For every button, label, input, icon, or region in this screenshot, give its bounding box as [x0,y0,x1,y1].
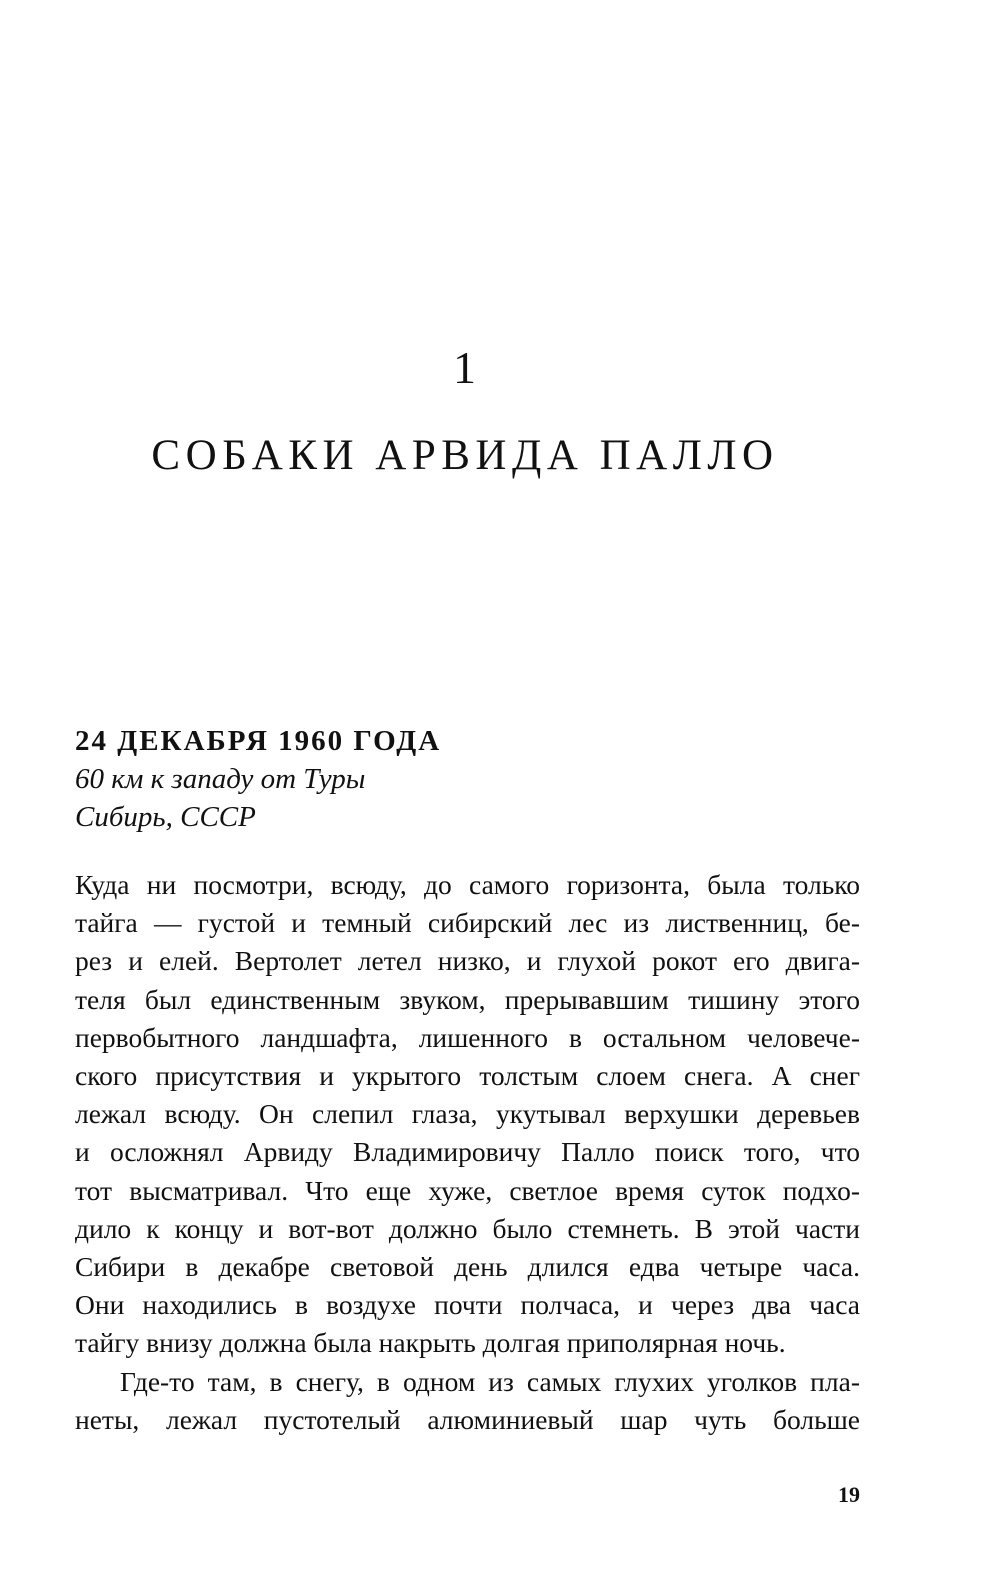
body-text [75,866,860,1439]
text-line: теля был единственным звуком, прерывавшим тишину этого [75,983,860,1015]
text-line: тайга — густой и темный сибирский лес из лиственниц, бе- [75,907,860,939]
page-number: 19 [838,1482,860,1507]
text-line: тайгу внизу должна была накрыть долгая приполярная ночь. [75,1327,786,1359]
chapter-title: СОБАКИ АРВИДА ПАЛЛО [151,432,779,479]
paragraph-2 [75,1363,860,1439]
text-line: дило к концу и вот-вот должно было стемнеть. В этой части [75,1212,860,1244]
text-line: Они находились в воздухе почти полчаса, и через два часа [75,1289,860,1321]
text-line: неты, лежал пустотелый алюминиевый шар чуть больше [75,1403,860,1435]
text-line: первобытного ландшафта, лишенного в остальном человече- [75,1021,860,1053]
paragraph-1 [75,866,860,1363]
text-line: тот высматривал. Что еще хуже, светлое время суток подхо- [75,1174,860,1206]
dateline-place-line-1: 60 км к западу от Туры [75,763,366,795]
text-line: и осложнял Арвиду Владимировичу Палло поиск того, что [75,1136,860,1168]
dateline-date: 24 ДЕКАБРЯ 1960 ГОДА [75,725,442,757]
chapter-number: 1 [453,342,477,393]
text-line: Куда ни посмотри, всюду, до самого горизонта, была только [75,869,860,900]
text-line: Где-то там, в снегу, в одном из самых глухих уголков пла- [120,1365,860,1397]
text-line: лежал всюду. Он слепил глаза, укутывал верхушки деревьев [75,1098,860,1130]
dateline [75,722,875,836]
dateline-place-line-2: Сибирь, СССР [75,801,256,833]
text-line: Сибири в декабре световой день длился едва четыре часа. [75,1251,860,1283]
text-line: рез и елей. Вертолет летел низко, и глухой рокот его двига- [75,945,860,977]
text-line: ского присутствия и укрытого толстым слоем снега. А снег [75,1060,860,1092]
